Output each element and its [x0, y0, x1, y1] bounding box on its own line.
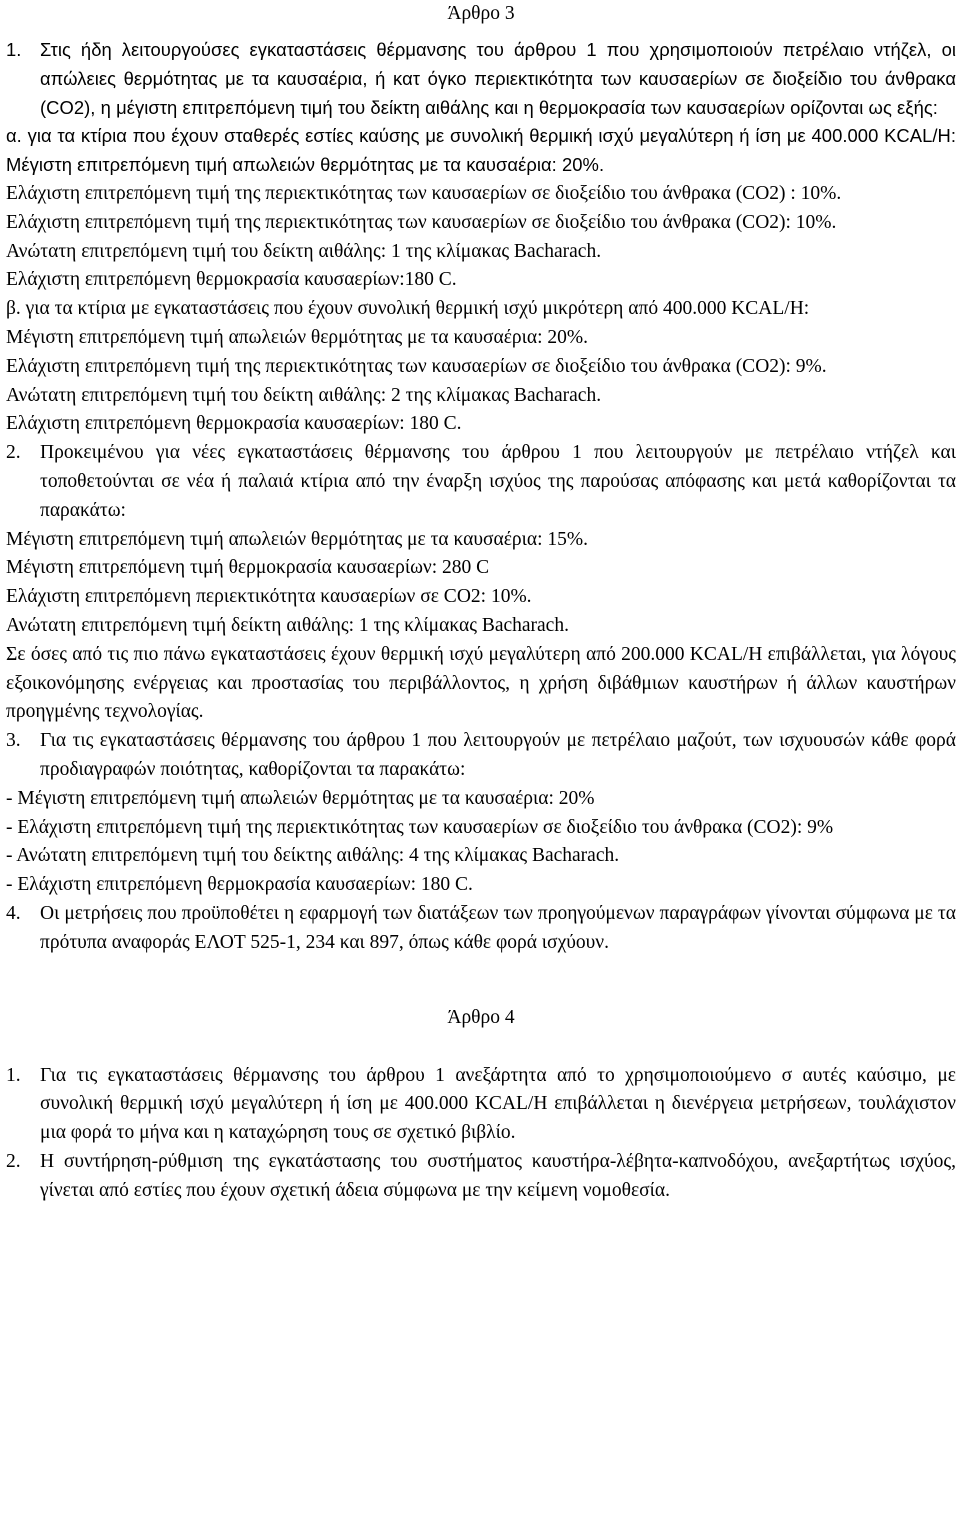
clause-a-co2-second: Ελάχιστη επιτρεπόμενη τιμή της περιεκτικότητας των καυσαερίων σε διοξείδιο του άνθρακα (CO2): 10%.	[6, 211, 837, 233]
article-3-paragraph-3	[6, 727, 956, 785]
article-3-paragraph-2	[6, 439, 956, 525]
paragraph-text: Στις ήδη λειτουργούσες εγκαταστάσεις θέρμανσης του άρθρου 1 που χρησιμοποιούν πετρέλαιο ντήζελ, οι απώλειες θερμότητας με τα καυσαέρια, ή κατ όγκο περιεκτικότητα των καυσαερίων σε διοξείδιο του άνθρακα (CO2), η μέγιστη επιτρεπόμενη τιμή του δείκτη αιθάλης και η θερμοκρασία των καυσαερίων ορίζονται ως εξής:	[40, 39, 956, 118]
clause-b-co2: Ελάχιστη επιτρεπόμενη τιμή της περιεκτικότητας των καυσαερίων σε διοξείδιο του άνθρακα (CO2): 9%.	[6, 355, 827, 377]
paragraph-text: Για τις εγκαταστάσεις θέρμανσης του άρθρου 1 ανεξάρτητα από το χρησιμοποιούμενο σ αυτές καύσιμο, με συνολική θερμική ισχύ μεγαλύτερη ή ίση με 400.000 KCAL/H επιβάλλεται η διενέργεια μετρήσεων, τουλάχιστον μια φορά το μήνα και η καταχώρηση τους σε σχετικό βιβλίο.	[40, 1064, 956, 1144]
article-3-paragraph-4	[6, 900, 956, 958]
paragraph-text: Προκειμένου για νέες εγκαταστάσεις θέρμανσης του άρθρου 1 που λειτουργούν με πετρέλαιο ντήζελ και τοποθετούνται σε νέα ή παλαιά κτίρια από την έναρξη ισχύος της παρούσας απόφασης και μετά καθορίζονται τα παρακάτω:	[40, 442, 956, 521]
article-3-paragraph-1	[6, 36, 956, 122]
paragraph-2-flue-temperature: Μέγιστη επιτρεπόμενη τιμή θερμοκρασία καυσαερίων: 280 C	[6, 557, 490, 579]
article-4-title: Άρθρο 4	[447, 1006, 515, 1028]
clause-b-heat-loss: Μέγιστη επιτρεπόμενη τιμή απωλειών θερμότητας με τα καυσαέρια: 20%.	[6, 326, 589, 348]
paragraph-number: 2.	[6, 1150, 21, 1172]
paragraph-text: Οι μετρήσεις που προϋποθέτει η εφαρμογή των διατάξεων των προηγούμενων παραγράφων γίνονται σύμφωνα με τα πρότυπα αναφοράς ΕΛΟΤ 525-1, 234 και 897, όπως κάθε φορά ισχύουν.	[40, 902, 956, 953]
article-3-title: Άρθρο 3	[447, 3, 515, 24]
paragraph-number: 3.	[6, 730, 21, 752]
paragraph-number: 1.	[6, 39, 22, 60]
clause-a-co2-first: Ελάχιστη επιτρεπόμενη τιμή της περιεκτικότητας των καυσαερίων σε διοξείδιο του άνθρακα (CO2) : 10%.	[6, 182, 842, 204]
paragraph-3-heat-loss: - Μέγιστη επιτρεπόμενη τιμή απωλειών θερμότητας με τα καυσαέρια: 20%	[6, 787, 595, 809]
paragraph-2-co2: Ελάχιστη επιτρεπόμενη περιεκτικότητα καυσαερίων σε CO2: 10%.	[6, 586, 532, 608]
clause-a-soot-index: Ανώτατη επιτρεπόμενη τιμή του δείκτη αιθάλης: 1 της κλίμακας Bacharach.	[6, 240, 602, 262]
spacer	[6, 958, 956, 1004]
article-4-paragraph-2	[6, 1148, 956, 1206]
clause-b-soot-index: Ανώτατη επιτρεπόμενη τιμή του δείκτη αιθάλης: 2 της κλίμακας Bacharach.	[6, 384, 602, 406]
paragraph-3-flue-temperature: - Ελάχιστη επιτρεπόμενη θερμοκρασία καυσαερίων: 180 C.	[6, 874, 473, 896]
paragraph-2-note: Σε όσες από τις πιο πάνω εγκαταστάσεις έχουν θερμική ισχύ μεγαλύτερη από 200.000 KCAL/H επιβάλλεται, για λόγους εξοικονόμησης ενέργειας και προστασίας του περιβάλλοντος, η χρήση διβάθμιων καυστήρων ή άλλων καυστήρων προηγμένης τεχνολογίας.	[6, 643, 956, 723]
paragraph-2-heat-loss: Μέγιστη επιτρεπόμενη τιμή απωλειών θερμότητας με τα καυσαέρια: 15%.	[6, 528, 589, 550]
article-4-paragraph-1	[6, 1062, 956, 1148]
paragraph-3-soot-index: - Ανώτατη επιτρεπόμενη τιμή του δείκτης αιθάλης: 4 της κλίμακας Bacharach.	[6, 845, 620, 867]
paragraph-number: 4.	[6, 902, 21, 924]
spacer	[6, 1032, 956, 1062]
paragraph-text: Η συντήρηση-ρύθμιση της εγκατάστασης του συστήματος καυστήρα-λέβητα-καπνοδόχου, ανεξαρτήτως ισχύος, γίνεται από εστίες που έχουν σχετική άδεια σύμφωνα με την κείμενη νομοθεσία.	[40, 1150, 956, 1201]
clause-a: α. για τα κτίρια που έχουν σταθερές εστίες καύσης με συνολική θερμική ισχύ μεγαλύτερη ή ίση με 400.000 KCAL/H: Μέγιστη επιτρεπόμενη τιμή απωλειών θερμότητας με τα καυσαέρια: 20%.	[6, 125, 956, 176]
clause-a-flue-temperature: Ελάχιστη επιτρεπόμενη θερμοκρασία καυσαερίων:180 C.	[6, 269, 457, 291]
paragraph-number: 2.	[6, 442, 21, 464]
paragraph-text: Για τις εγκαταστάσεις θέρμανσης του άρθρου 1 που λειτουργούν με πετρέλαιο μαζούτ, των ισχυουσών κάθε φορά προδιαγραφών ποιότητας, καθορίζονται τα παρακάτω:	[40, 730, 956, 780]
paragraph-3-co2: - Ελάχιστη επιτρεπόμενη τιμή της περιεκτικότητας των καυσαερίων σε διοξείδιο του άνθρακα (CO2): 9%	[6, 816, 834, 838]
paragraph-number: 1.	[6, 1064, 21, 1086]
clause-b: β. για τα κτίρια με εγκαταστάσεις που έχουν συνολική θερμική ισχύ μικρότερη από 400.000 KCAL/H:	[6, 298, 810, 320]
clause-b-flue-temperature: Ελάχιστη επιτρεπόμενη θερμοκρασία καυσαερίων: 180 C.	[6, 413, 462, 435]
paragraph-2-soot-index: Ανώτατη επιτρεπόμενη τιμή δείκτη αιθάλης: 1 της κλίμακας Bacharach.	[6, 614, 569, 636]
